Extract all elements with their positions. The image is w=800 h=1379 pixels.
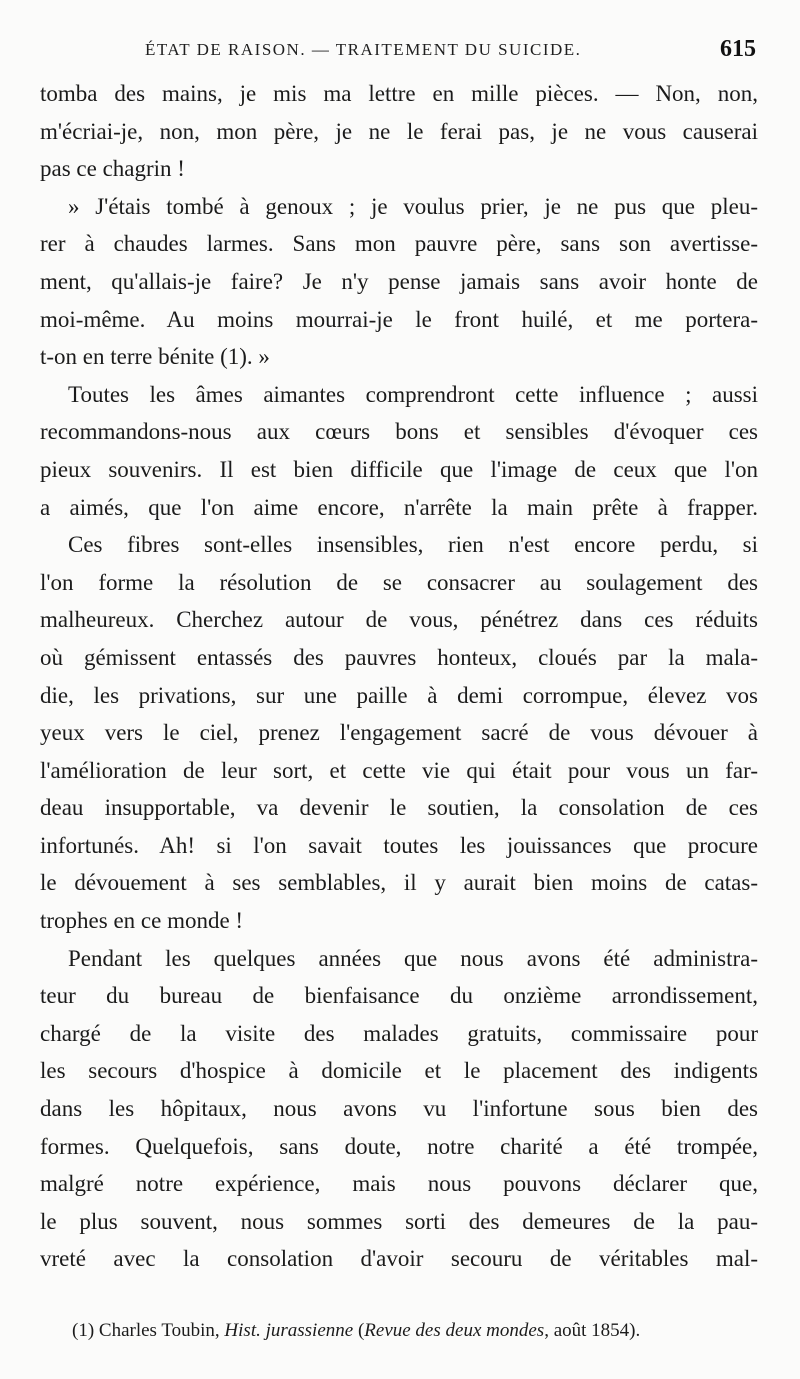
page-number: 615	[720, 36, 756, 62]
text-line: le dévouement à ses semblables, il y aurait bien moins de catas-	[40, 870, 758, 896]
text-line: l'amélioration de leur sort, et cette vie qui était pour vous un far-	[40, 757, 758, 783]
text-line: a aimés, que l'on aime encore, n'arrête la main prête à frapper.	[40, 494, 758, 520]
running-header	[40, 36, 758, 68]
text-line: t-on en terre bénite (1). »	[40, 344, 270, 370]
text-line: pas ce chagrin !	[40, 156, 185, 182]
text-line: teur du bureau de bienfaisance du onzième arrondissement,	[40, 983, 758, 1009]
text-line: ment, qu'allais-je faire? Je n'y pense jamais sans avoir honte de	[40, 268, 758, 294]
text-line: deau insupportable, va devenir le soutien, la consolation de ces	[40, 795, 758, 821]
text-line: pieux souvenirs. Il est bien difficile que l'image de ceux que l'on	[40, 456, 758, 482]
text-line: dans les hôpitaux, nous avons vu l'infortune sous bien des	[40, 1096, 758, 1122]
text-line: chargé de la visite des malades gratuits, commissaire pour	[40, 1020, 758, 1046]
text-line: vreté avec la consolation d'avoir secouru de véritables mal-	[40, 1246, 758, 1272]
footnote-journal-title: Revue des deux mondes	[364, 1320, 545, 1341]
text-line: trophes en ce monde !	[40, 908, 244, 934]
text-line: Ces fibres sont-elles insensibles, rien n'est encore perdu, si	[68, 532, 758, 558]
text-line: yeux vers le ciel, prenez l'engagement sacré de vous dévouer à	[40, 720, 758, 746]
text-line: malgré notre expérience, mais nous pouvons déclarer que,	[40, 1171, 758, 1197]
footnote-prefix: (1) Charles Toubin,	[72, 1320, 225, 1341]
text-line: rer à chaudes larmes. Sans mon pauvre père, sans son avertisse-	[40, 231, 758, 257]
text-line: Toutes les âmes aimantes comprendront cette influence ; aussi	[68, 381, 758, 407]
footnote-book-title: Hist. jurassienne	[224, 1320, 354, 1341]
text-line: recommandons-nous aux cœurs bons et sensibles d'évoquer ces	[40, 419, 758, 445]
body-text	[40, 75, 758, 1278]
text-line: die, les privations, sur une paille à demi corrompue, élevez vos	[40, 682, 758, 708]
footnote-suffix: , août 1854).	[544, 1320, 641, 1341]
footnote	[72, 1316, 762, 1346]
text-line: les secours d'hospice à domicile et le placement des indigents	[40, 1058, 758, 1084]
text-line: le plus souvent, nous sommes sorti des demeures de la pau-	[40, 1208, 758, 1234]
text-line: moi-même. Au moins mourrai-je le front huilé, et me portera-	[40, 306, 758, 332]
text-line: malheureux. Cherchez autour de vous, pénétrez dans ces réduits	[40, 607, 758, 633]
running-title: ÉTAT DE RAISON. — TRAITEMENT DU SUICIDE.	[145, 40, 582, 59]
text-line: où gémissent entassés des pauvres honteux, cloués par la mala-	[40, 644, 758, 670]
footnote-open-paren: (	[353, 1320, 365, 1341]
text-line: » J'étais tombé à genoux ; je voulus prier, je ne pus que pleu-	[68, 193, 758, 219]
text-line: infortunés. Ah! si l'on savait toutes les jouissances que procure	[40, 832, 758, 858]
text-line: tomba des mains, je mis ma lettre en mille pièces. — Non, non,	[40, 81, 758, 106]
text-line: l'on forme la résolution de se consacrer au soulagement des	[40, 569, 758, 595]
text-line: Pendant les quelques années que nous avons été administra-	[68, 945, 758, 971]
text-line: formes. Quelquefois, sans doute, notre charité a été trompée,	[40, 1133, 758, 1159]
text-line: m'écriai-je, non, mon père, je ne le ferai pas, je ne vous causerai	[40, 118, 758, 144]
